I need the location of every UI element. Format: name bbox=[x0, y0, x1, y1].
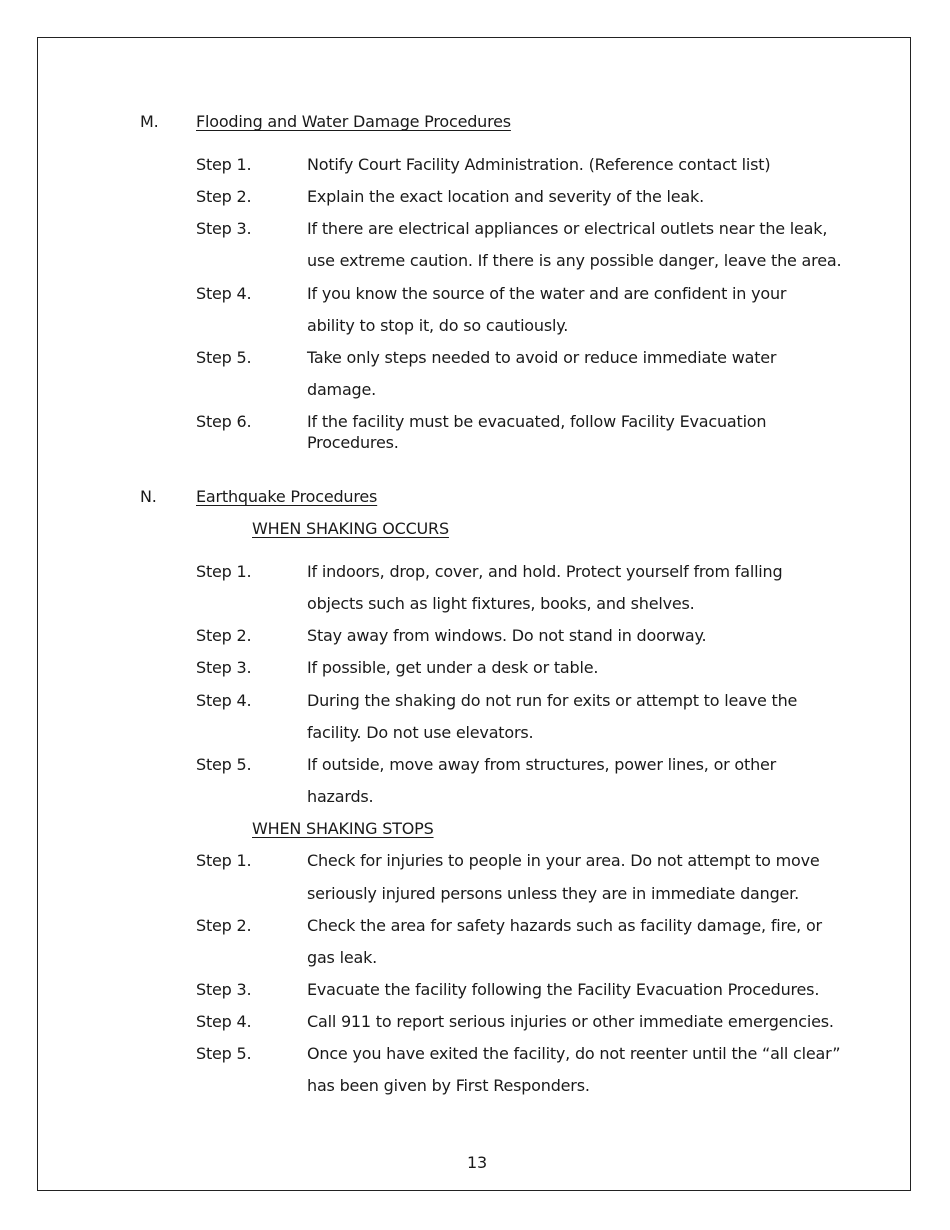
m-step-4-text-line1: If you know the source of the water and are confident in your bbox=[307, 284, 787, 303]
n1-step-4-text-line1: During the shaking do not run for exits or attempt to leave the bbox=[307, 691, 798, 710]
n2-step-4-label: Step 4. bbox=[196, 1012, 252, 1031]
n1-step-1-text-line2: objects such as light fixtures, books, and shelves. bbox=[307, 594, 695, 613]
shaking-occurs-heading: WHEN SHAKING OCCURS bbox=[252, 519, 449, 538]
n2-step-1-label: Step 1. bbox=[196, 851, 252, 870]
n1-step-2-label: Step 2. bbox=[196, 626, 252, 645]
n1-step-1-text-line1: If indoors, drop, cover, and hold. Protect yourself from falling bbox=[307, 562, 783, 581]
section-m-title: Flooding and Water Damage Procedures bbox=[196, 112, 511, 131]
m-step-2-label: Step 2. bbox=[196, 187, 252, 206]
m-step-3-text-line1: If there are electrical appliances or electrical outlets near the leak, bbox=[307, 219, 828, 238]
m-step-5-label: Step 5. bbox=[196, 348, 252, 367]
section-m-letter: M. bbox=[140, 112, 159, 131]
n2-step-5-text-line2: has been given by First Responders. bbox=[307, 1076, 590, 1095]
n1-step-5-text-line1: If outside, move away from structures, power lines, or other bbox=[307, 755, 777, 774]
m-step-4-text-line2: ability to stop it, do so cautiously. bbox=[307, 316, 569, 335]
n1-step-3-label: Step 3. bbox=[196, 658, 252, 677]
m-step-6-text-line2: Procedures. bbox=[307, 433, 399, 452]
n1-step-2-text: Stay away from windows. Do not stand in doorway. bbox=[307, 626, 707, 645]
n2-step-5-label: Step 5. bbox=[196, 1044, 252, 1063]
m-step-5-text-line1: Take only steps needed to avoid or reduce immediate water bbox=[307, 348, 777, 367]
n1-step-1-label: Step 1. bbox=[196, 562, 252, 581]
n1-step-3-text: If possible, get under a desk or table. bbox=[307, 658, 599, 677]
m-step-1-text: Notify Court Facility Administration. (Reference contact list) bbox=[307, 155, 771, 174]
m-step-6-text-line1: If the facility must be evacuated, follow Facility Evacuation bbox=[307, 412, 767, 431]
n2-step-1-text-line2: seriously injured persons unless they are in immediate danger. bbox=[307, 884, 799, 903]
shaking-stops-heading: WHEN SHAKING STOPS bbox=[252, 819, 434, 838]
n1-step-5-text-line2: hazards. bbox=[307, 787, 374, 806]
m-step-6-label: Step 6. bbox=[196, 412, 252, 431]
m-step-3-label: Step 3. bbox=[196, 219, 252, 238]
m-step-5-text-line2: damage. bbox=[307, 380, 377, 399]
n2-step-2-label: Step 2. bbox=[196, 916, 252, 935]
n2-step-2-text-line2: gas leak. bbox=[307, 948, 378, 967]
n2-step-3-text: Evacuate the facility following the Facility Evacuation Procedures. bbox=[307, 980, 820, 999]
m-step-3-text-line2: use extreme caution. If there is any possible danger, leave the area. bbox=[307, 251, 842, 270]
n2-step-3-label: Step 3. bbox=[196, 980, 252, 999]
n1-step-4-text-line2: facility. Do not use elevators. bbox=[307, 723, 534, 742]
n1-step-4-label: Step 4. bbox=[196, 691, 252, 710]
m-step-4-label: Step 4. bbox=[196, 284, 252, 303]
section-n-letter: N. bbox=[140, 487, 157, 506]
n2-step-5-text-line1: Once you have exited the facility, do not reenter until the “all clear” bbox=[307, 1044, 841, 1063]
m-step-1-label: Step 1. bbox=[196, 155, 252, 174]
m-step-2-text: Explain the exact location and severity of the leak. bbox=[307, 187, 704, 206]
page-number: 13 bbox=[467, 1153, 487, 1172]
n2-step-4-text: Call 911 to report serious injuries or other immediate emergencies. bbox=[307, 1012, 834, 1031]
section-n-title: Earthquake Procedures bbox=[196, 487, 378, 506]
n2-step-2-text-line1: Check the area for safety hazards such as facility damage, fire, or bbox=[307, 916, 822, 935]
n1-step-5-label: Step 5. bbox=[196, 755, 252, 774]
n2-step-1-text-line1: Check for injuries to people in your area. Do not attempt to move bbox=[307, 851, 820, 870]
